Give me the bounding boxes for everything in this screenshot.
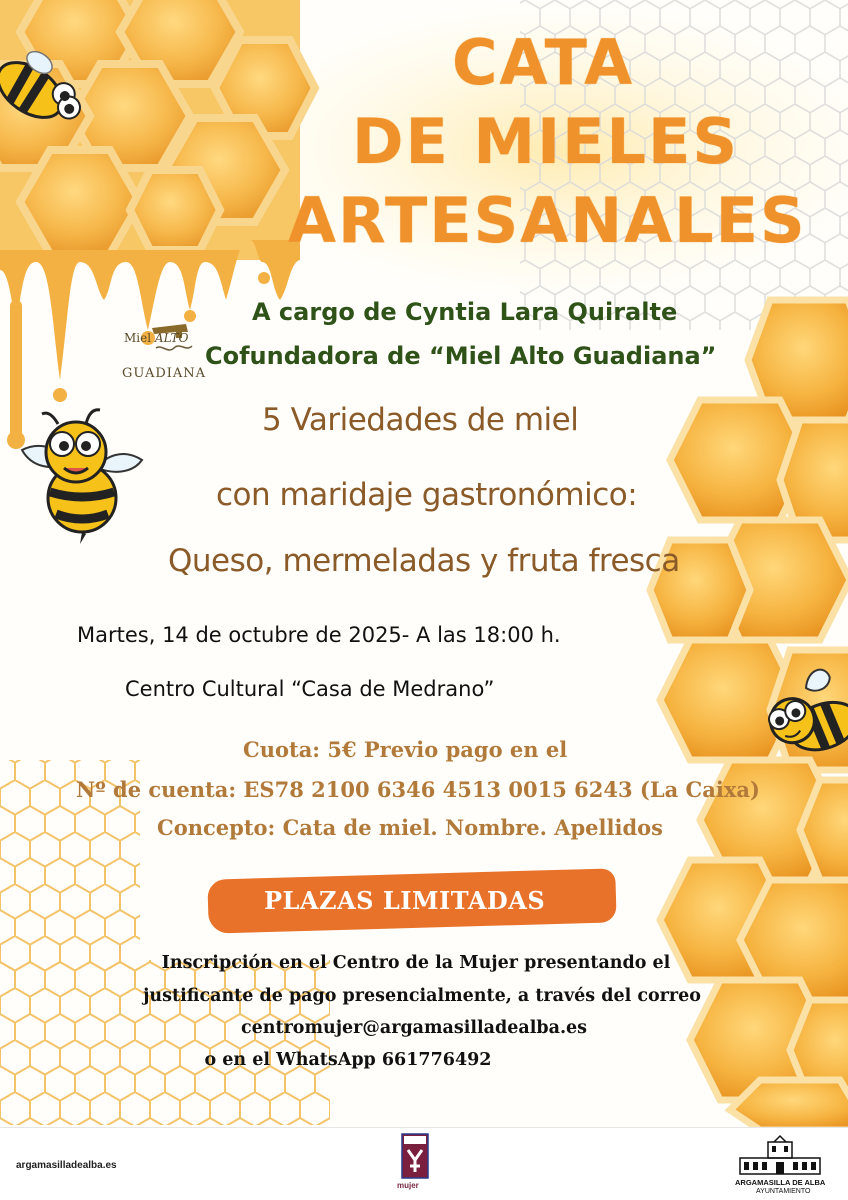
title-line-2: DE MIELES: [352, 105, 740, 178]
registration-line-1: Inscripción en el Centro de la Mujer presentando el: [161, 953, 671, 973]
registration-whatsapp: o en el WhatsApp 661776492: [204, 1050, 492, 1070]
host-role: Cofundadora de “Miel Alto Guadiana”: [205, 342, 717, 370]
women-center-caption: mujer: [397, 1181, 419, 1190]
payment-fee: Cuota: 5€ Previo pago en el: [243, 737, 568, 762]
tasting-line-2: con maridaje gastronómico:: [216, 477, 638, 513]
registration-line-2: justificante de pago presencialmente, a través del correo: [143, 986, 701, 1006]
town-council: AYUNTAMIENTO: [756, 1188, 811, 1195]
event-date-time: Martes, 14 de octubre de 2025- A las 18:00 h.: [77, 623, 561, 647]
payment-account: Nº de cuenta: ES78 2100 6346 4513 0015 6243 (La Caixa): [76, 777, 760, 802]
payment-concept: Concepto: Cata de miel. Nombre. Apellidos: [157, 815, 663, 840]
event-venue: Centro Cultural “Casa de Medrano”: [125, 677, 495, 701]
women-center-logo: [402, 1134, 428, 1178]
town-name: ARGAMASILLA DE ALBA: [735, 1178, 826, 1187]
limited-places-label: PLAZAS LIMITADAS: [264, 886, 546, 915]
tasting-line-1: 5 Variedades de miel: [262, 402, 579, 438]
title-line-1: CATA: [452, 26, 635, 99]
castle-icon: [740, 1136, 820, 1174]
registration-email: centromujer@argamasilladealba.es: [240, 1018, 588, 1038]
brand-logo-word-1: Miel ALTO: [124, 331, 189, 345]
footer-website: argamasilladealba.es: [16, 1160, 117, 1171]
tasting-line-3: Queso, mermeladas y fruta fresca: [168, 543, 680, 579]
title-line-3: ARTESANALES: [288, 184, 807, 257]
brand-logo-word-3: GUADIANA: [122, 366, 207, 381]
host-name: A cargo de Cyntia Lara Quiralte: [252, 298, 678, 326]
